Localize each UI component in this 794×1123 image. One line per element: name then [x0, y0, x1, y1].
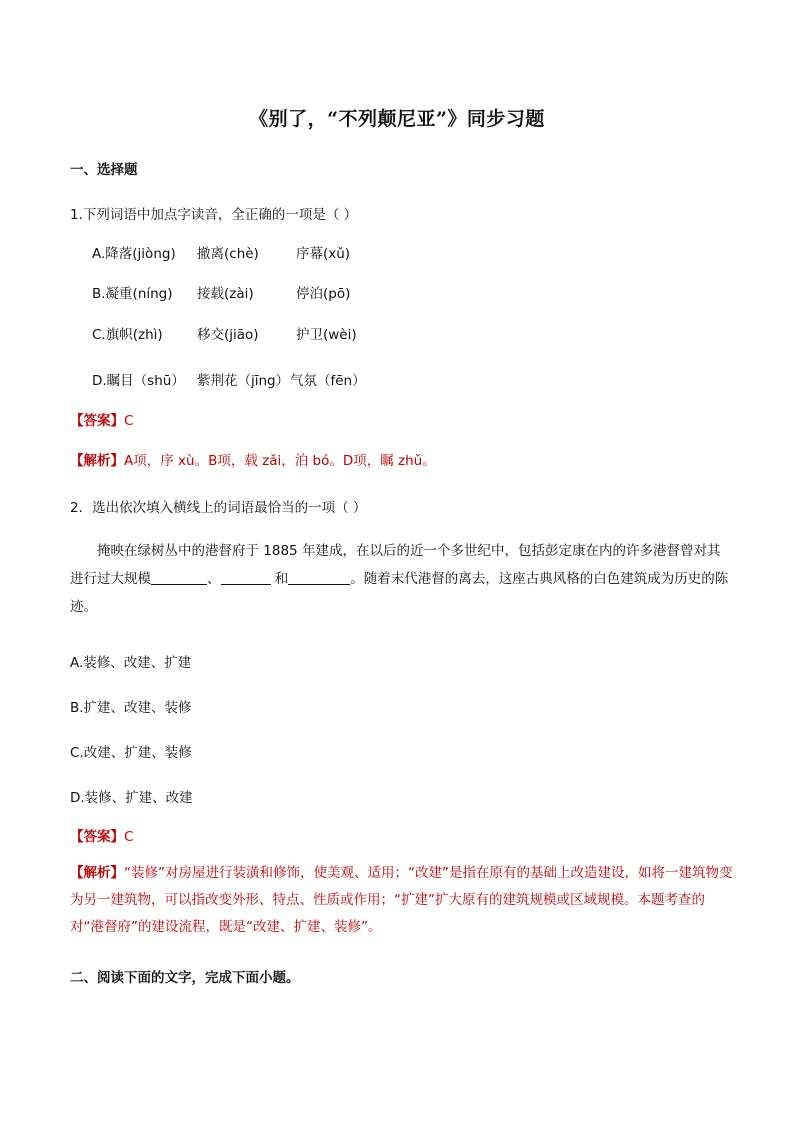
passage-part-2: 。随着末代港督的离去，这座古典风格的白色建筑成为历史的陈迹。	[70, 571, 729, 615]
q1-option-d-1: D.瞩目（shū）	[92, 373, 185, 389]
q2-passage	[70, 537, 730, 621]
analysis-tag: 【解析】	[70, 865, 124, 881]
q1-option-a-3: 序幕(xǔ)	[296, 246, 351, 262]
question-2-stem: 2．选出依次填入横线上的词语最恰当的一项（ ）	[70, 500, 367, 516]
q2-option-a: A.装修、改建、扩建	[70, 655, 192, 671]
passage-separator-1: 、	[207, 571, 221, 587]
blank-2	[221, 570, 271, 585]
q2-answer	[70, 825, 133, 845]
analysis-tag: 【解析】	[70, 453, 124, 469]
passage-separator-2: 和	[274, 571, 289, 587]
page-title: 《别了，“不列颠尼亚”》同步习题	[249, 108, 545, 130]
blank-1	[151, 570, 207, 585]
blank-3	[288, 570, 350, 585]
q1-option-d-3: 气氛（fēn）	[290, 373, 366, 389]
q1-option-d-2: 紫荆花（jīng）	[197, 373, 290, 389]
answer-tag: 【答案】	[70, 829, 124, 845]
q1-option-c-1: C.旗帜(zhì)	[92, 327, 163, 343]
q2-option-b: B.扩建、改建、装修	[70, 700, 192, 716]
q1-option-b-1: B.凝重(níng)	[92, 286, 173, 302]
analysis-text: “装修”对房屋进行装潢和修饰，使美观、适用；“改建”是指在原有的基础上改造建设，如将一建筑物变为另一建筑物，可以指改变外形、特点、性质或作用；“扩建”扩大原有的建筑规模或区域规模。本题考查的对“港督府”的建设流程，既是“改建、扩建、装修”。	[70, 865, 733, 935]
q1-option-c-3: 护卫(wèi)	[296, 327, 357, 343]
q1-option-b-3: 停泊(pō)	[296, 286, 351, 302]
q2-option-d: D.装修、扩建、改建	[70, 790, 193, 806]
section-heading-reading: 二、阅读下面的文字，完成下面小题。	[70, 970, 300, 986]
section-heading-choice: 一、选择题	[70, 162, 138, 178]
q2-analysis	[70, 860, 734, 941]
q1-analysis	[70, 449, 436, 469]
q1-option-a-2: 撤离(chè)	[197, 246, 259, 262]
q2-option-c: C.改建、扩建、装修	[70, 745, 192, 761]
q1-option-c-2: 移交(jiāo)	[197, 327, 259, 343]
passage-part-1: 掩映在绿树丛中的港督府于 1885 年建成，在以后的近一个多世纪中，包括彭定康在内的许多港督曾对其进行过大规模	[70, 543, 721, 587]
question-1-stem: 1.下列词语中加点字读音，全正确的一项是（ ）	[70, 207, 358, 223]
q1-option-b-2: 接载(zài)	[197, 286, 254, 302]
q1-option-a-1: A.降落(jiòng)	[92, 246, 176, 262]
q1-answer	[70, 409, 133, 429]
answer-tag: 【答案】	[70, 413, 124, 429]
analysis-text: A项，序 xù。B项，载 zǎi，泊 bó。D项，瞩 zhǔ。	[124, 453, 436, 469]
answer-value: C	[124, 829, 134, 845]
answer-value: C	[124, 413, 134, 429]
